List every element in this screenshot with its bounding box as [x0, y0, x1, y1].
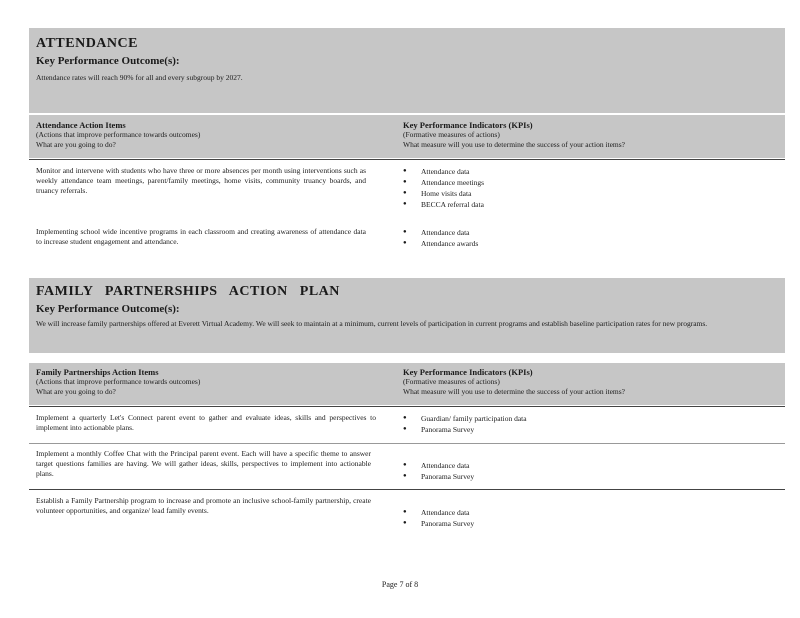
attendance-divider: [29, 159, 785, 160]
attendance-actions-sub2: What are you going to do?: [36, 140, 116, 149]
attendance-kpi-list-1: [403, 166, 763, 210]
family-kpi-list-3: [403, 507, 763, 529]
family-kpo-text: We will increase family partnerships offered at Everett Virtual Academy. We will seek to maintain at a minimum, current levels of participation in current programs and establish baseline participation rates for new programs.: [36, 319, 708, 328]
family-title: FAMILY PARTNERSHIPS ACTION PLAN: [36, 284, 340, 299]
attendance-kpo-text: Attendance rates will reach 90% for all and every subgroup by 2027.: [36, 73, 243, 82]
attendance-kpi-list-2: [403, 227, 763, 249]
attendance-kpi-header: [403, 120, 778, 150]
attendance-actions-header: [36, 120, 376, 150]
family-kpi-sub2: What measure will you use to determine the success of your action items?: [403, 387, 626, 396]
family-header-band: [29, 278, 785, 353]
list-item: ● BECCA referral data: [403, 199, 763, 210]
family-actions-sub1: (Actions that improve performance towards outcomes): [36, 377, 201, 386]
list-item: ● Panorama Survey: [403, 471, 763, 482]
list-item: ● Attendance meetings: [403, 177, 763, 188]
family-row-divider-1: [29, 443, 785, 444]
family-divider: [29, 406, 785, 407]
family-kpo-label: Key Performance Outcome(s):: [36, 303, 180, 315]
list-item: ● Attendance data: [403, 227, 763, 238]
attendance-actions-title: Attendance Action Items: [36, 120, 126, 130]
family-action-3: Establish a Family Partnership program to increase and promote an inclusive school-family partnership, create volunteer opportunities, and organize/ lead family events.: [36, 496, 371, 515]
attendance-title: ATTENDANCE: [36, 36, 138, 51]
list-item: ● Panorama Survey: [403, 424, 763, 435]
attendance-kpi-title: Key Performance Indicators (KPIs): [403, 120, 533, 130]
family-row-divider-2: [29, 489, 785, 490]
attendance-kpi-sub1: (Formative measures of actions): [403, 130, 500, 139]
family-kpi-list-1: [403, 413, 763, 435]
family-kpi-header: [403, 367, 778, 397]
family-actions-title: Family Partnerships Action Items: [36, 367, 159, 377]
attendance-kpo-label: Key Performance Outcome(s):: [36, 55, 180, 67]
attendance-action-2: Implementing school wide incentive programs in each classroom and creating awareness of attendance data to increase student engagement and attendance.: [36, 227, 366, 246]
list-item: ● Attendance data: [403, 166, 763, 177]
list-item: ● Guardian/ family participation data: [403, 413, 763, 424]
attendance-actions-sub1: (Actions that improve performance towards outcomes): [36, 130, 201, 139]
attendance-action-1: Monitor and intervene with students who have three or more absences per month using interventions such as weekly attendance team meetings, parent/family meetings, home visits, community truancy boards, and truancy referrals.: [36, 166, 366, 195]
family-actions-sub2: What are you going to do?: [36, 387, 116, 396]
family-action-2: Implement a monthly Coffee Chat with the Principal parent event. Each will have a specific theme to answer target questions families are having. We will gather ideas, skills, perspectives to implement into actionable plans.: [36, 449, 371, 478]
family-kpi-title: Key Performance Indicators (KPIs): [403, 367, 533, 377]
list-item: ● Attendance data: [403, 460, 763, 471]
page-number: Page 7 of 8: [381, 580, 419, 589]
family-kpi-list-2: [403, 460, 763, 482]
family-kpi-sub1: (Formative measures of actions): [403, 377, 500, 386]
list-item: ● Home visits data: [403, 188, 763, 199]
family-actions-header: [36, 367, 376, 397]
list-item: ● Attendance awards: [403, 238, 763, 249]
list-item: ● Panorama Survey: [403, 518, 763, 529]
family-action-1: Implement a quarterly Let's Connect parent event to gather and evaluate ideas, skills and perspectives to implement into actionable plans.: [36, 413, 376, 432]
list-item: ● Attendance data: [403, 507, 763, 518]
attendance-header-band: [29, 28, 785, 113]
attendance-kpi-sub2: What measure will you use to determine the success of your action items?: [403, 140, 626, 149]
